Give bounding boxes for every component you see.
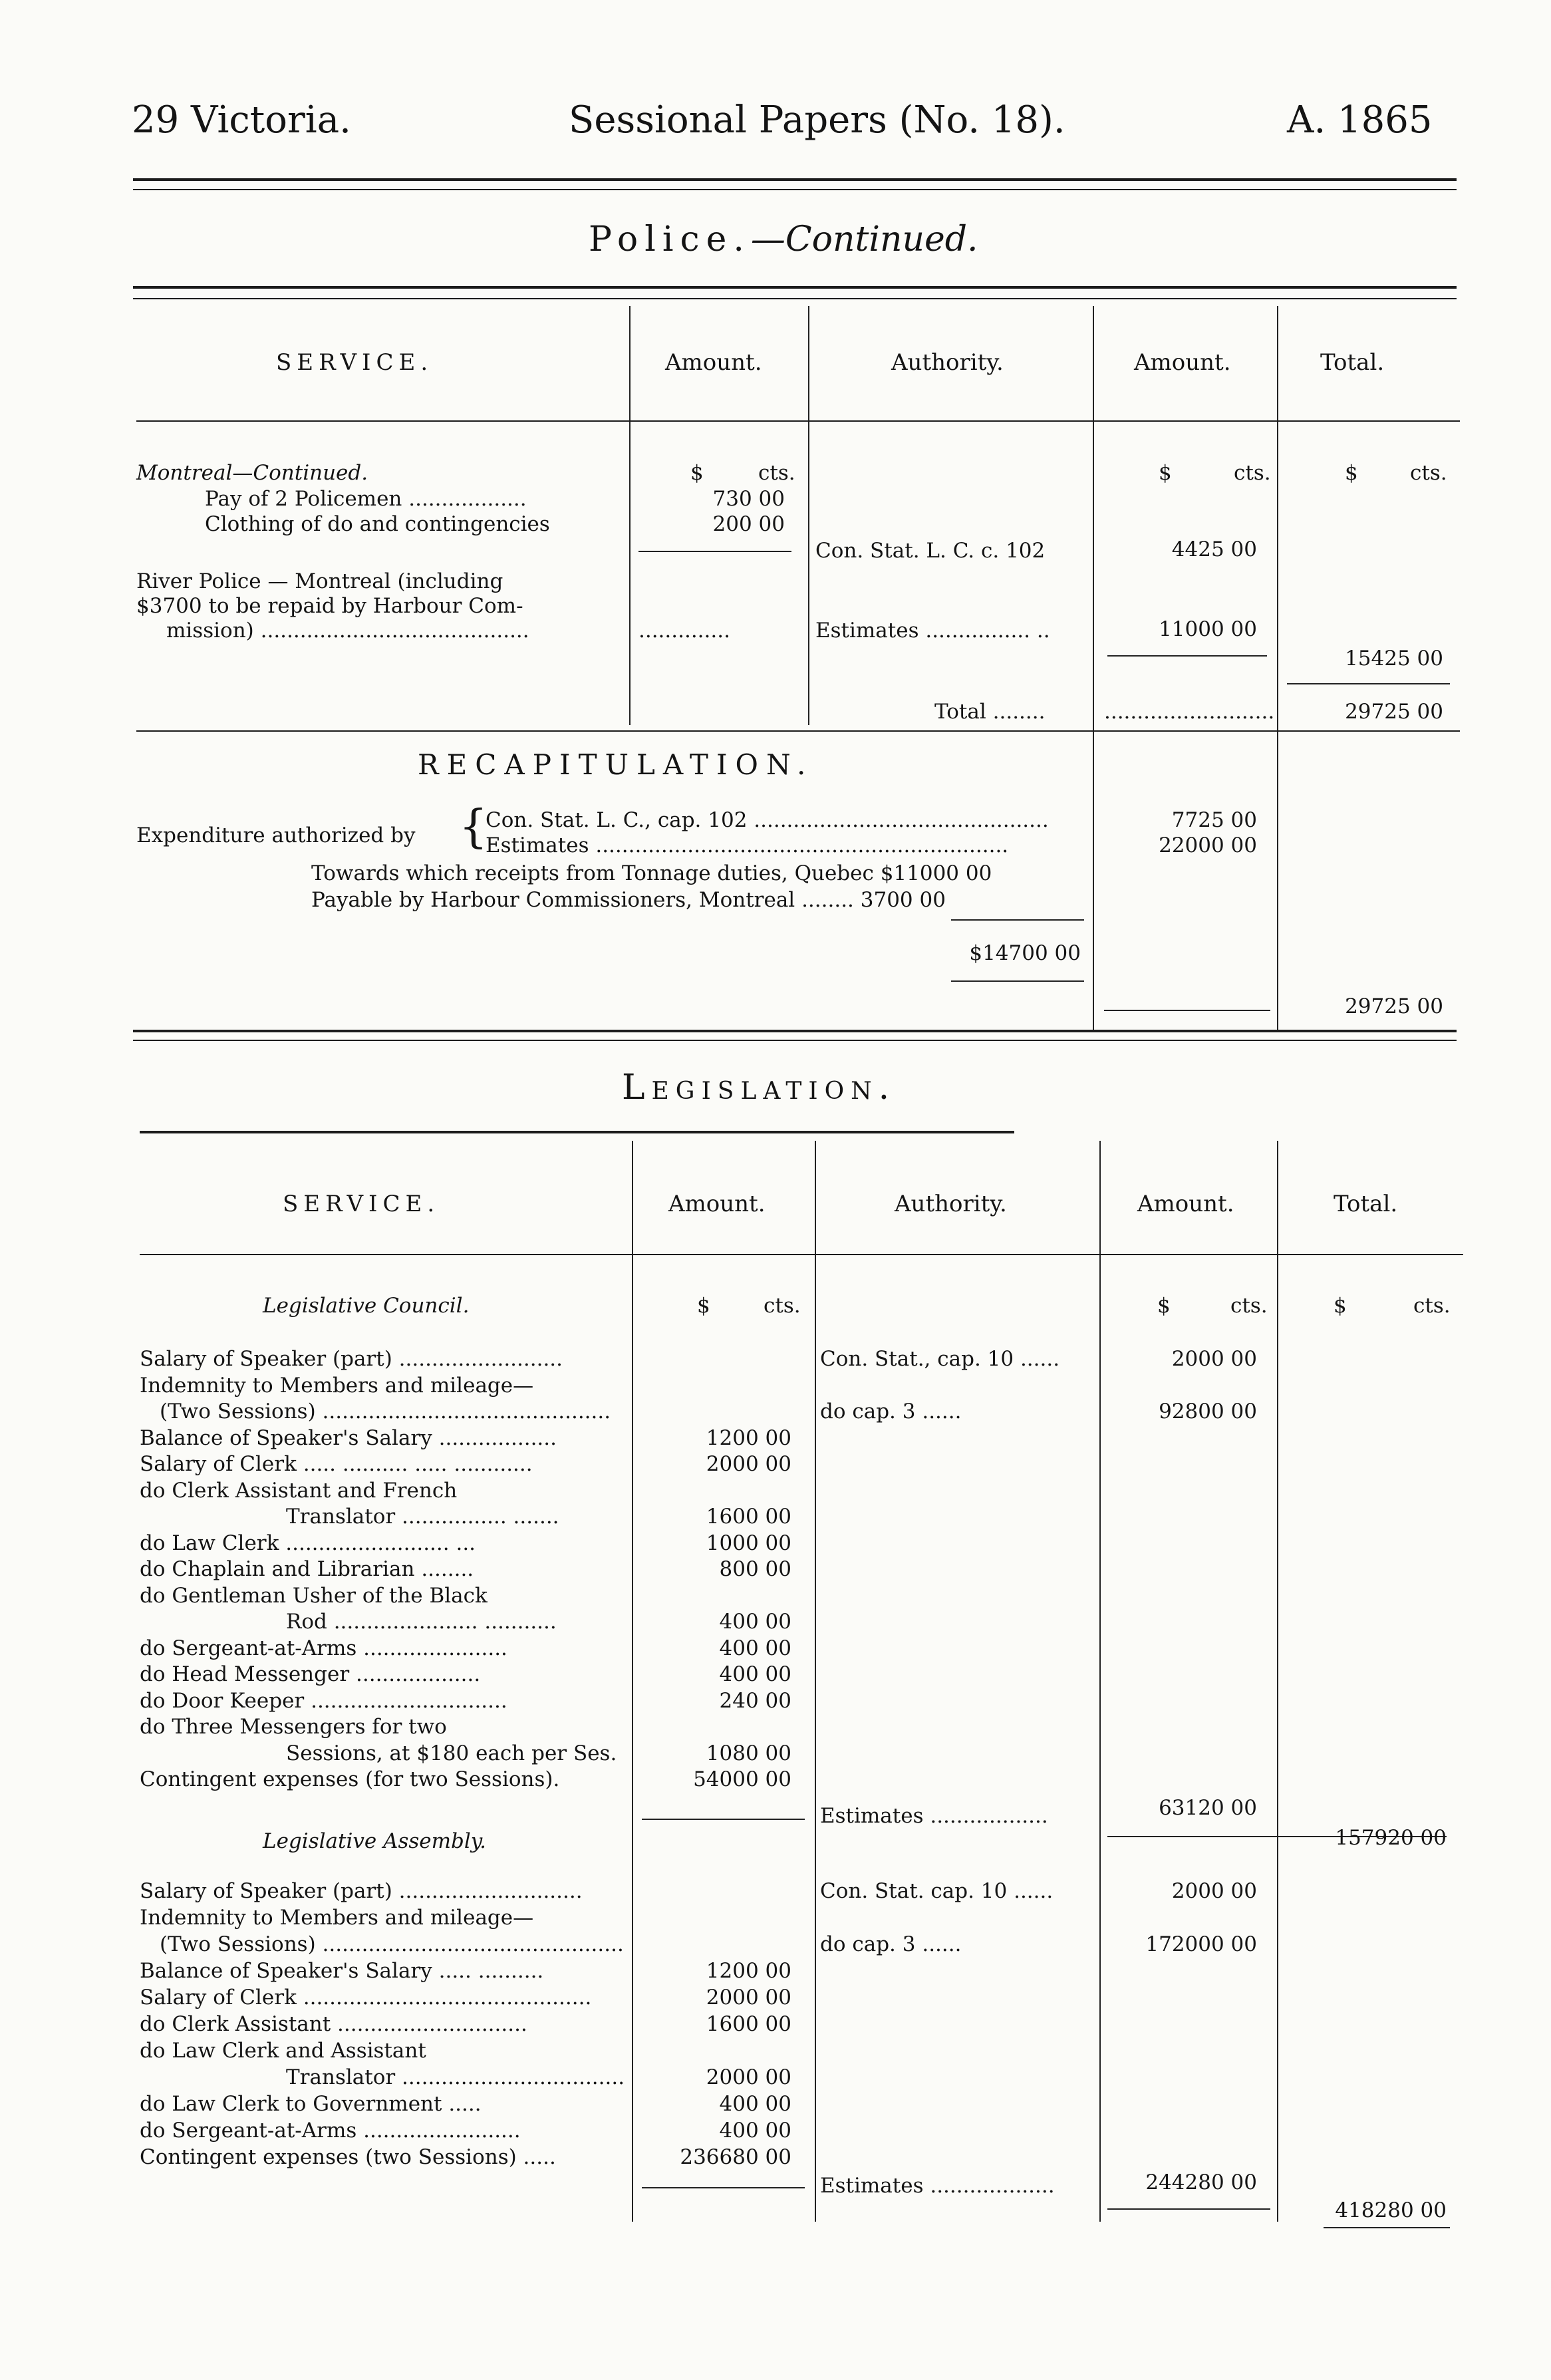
police-col-amount-2: Amount.: [1134, 349, 1231, 376]
council-row-service: do Sergeant-at-Arms ......................: [140, 1636, 507, 1660]
recap-line2-label: Estimates ...............................................................: [486, 833, 1009, 857]
council-row-service: (Two Sessions) ............................................: [160, 1400, 611, 1423]
council-row-service: do Head Messenger ...................: [140, 1662, 481, 1686]
police-clothing-amount: 200 00: [712, 512, 785, 536]
police-subtotal-rule: [1287, 683, 1450, 684]
assembly-total: 418280 00: [1335, 2198, 1447, 2222]
police-total-rule: [136, 730, 1460, 732]
assembly-row-service: Salary of Clerk ............................................: [140, 1986, 592, 2009]
assembly-row-authority: do cap. 3 ......: [820, 1932, 962, 1956]
council-row-amount: 1000 00: [706, 1531, 791, 1555]
police-top-rule-thin: [133, 298, 1457, 299]
assembly-row-service: do Sergeant-at-Arms ........................: [140, 2119, 521, 2143]
recap-bottom-rule: [133, 1030, 1457, 1032]
police-header-rule: [136, 420, 1460, 422]
recap-payable: Payable by Harbour Commissioners, Montreal ........ 3700 00: [311, 888, 946, 912]
police-top-rule: [133, 286, 1457, 289]
police-col-authority: Authority.: [891, 349, 1004, 376]
leg-header-rule: [140, 1254, 1463, 1255]
council-row-service: Indemnity to Members and mileage—: [140, 1373, 534, 1398]
council-row-amount: 400 00: [719, 1636, 791, 1660]
council-heading: Legislative Council.: [263, 1294, 470, 1318]
header-center: Sessional Papers (No. 18).: [569, 98, 1065, 142]
assembly-row-amount: 400 00: [719, 2119, 791, 2143]
council-row-amount: 1080 00: [706, 1741, 791, 1765]
assembly-row-service: do Clerk Assistant .............................: [140, 2012, 527, 2036]
council-row-service: Salary of Clerk ..... .......... ..... ............: [140, 1452, 533, 1476]
header-right: A. 1865: [1287, 98, 1433, 142]
police-river-line2: $3700 to be repaid by Harbour Com-: [136, 594, 523, 618]
council-row-service: do Gentleman Usher of the Black: [140, 1583, 488, 1608]
council-row-amount: 400 00: [719, 1662, 791, 1686]
police-col-amount: Amount.: [665, 349, 762, 376]
leg-col-line-3: [1099, 1141, 1101, 2222]
recap-amount-rule: [1104, 1010, 1270, 1011]
council-row-service: Contingent expenses (for two Sessions).: [140, 1767, 560, 1791]
leg-col-service: SERVICE.: [283, 1191, 440, 1217]
council-row-auth-amount: 2000 00: [1171, 1347, 1257, 1371]
council-row-amount: 1600 00: [706, 1505, 791, 1529]
police-total-label: Total ........: [934, 700, 1046, 724]
assembly-row-auth-amount: 172000 00: [1145, 1932, 1257, 1956]
council-row-service: do Chaplain and Librarian ........: [140, 1557, 474, 1581]
police-dollar-1: $: [690, 461, 704, 485]
police-sub-rule: [638, 551, 791, 552]
police-col-line-1: [629, 306, 631, 725]
council-row-service: do Clerk Assistant and French: [140, 1478, 458, 1503]
legislation-top-rule: [140, 1131, 1014, 1133]
police-pay-label: Pay of 2 Policemen ..................: [205, 487, 527, 511]
police-total-dots: ..........................: [1104, 700, 1275, 724]
police-dollar-2: $: [1159, 461, 1172, 485]
recap-brace: {: [459, 801, 488, 853]
header-left: 29 Victoria.: [132, 98, 351, 142]
assembly-row-service: (Two Sessions) ..............................................: [160, 1932, 624, 1956]
police-subtotal: 15425 00: [1345, 647, 1443, 670]
leg-col-total: Total.: [1334, 1191, 1398, 1217]
council-row-service: Balance of Speaker's Salary ..................: [140, 1425, 557, 1450]
police-cts-2: cts.: [1234, 461, 1271, 485]
leg-col-line-1: [632, 1141, 633, 2222]
police-dollar-3: $: [1345, 461, 1358, 485]
council-total: 157920 00: [1335, 1826, 1447, 1850]
legislation-title: Legislation.: [622, 1068, 897, 1108]
police-constat-label: Con. Stat. L. C. c. 102: [815, 539, 1046, 563]
leg-cts-3: cts.: [1413, 1294, 1451, 1318]
leg-col-line-4: [1277, 1141, 1278, 2222]
leg-dollar-2: $: [1157, 1294, 1171, 1318]
recap-bottom-rule-thin: [133, 1040, 1457, 1041]
leg-dollar-1: $: [697, 1294, 710, 1318]
police-title-main: Police.: [589, 220, 751, 259]
council-row-service: do Door Keeper ..............................: [140, 1688, 507, 1713]
council-row-service: Rod ...................... ...........: [286, 1610, 557, 1634]
police-river-line3: mission) .........................................: [166, 619, 529, 643]
recap-sum-rule: [951, 919, 1084, 921]
police-col-line-3: [1093, 306, 1094, 1031]
recap-line2-amount: 22000 00: [1159, 833, 1257, 857]
council-row-service: do Three Messengers for two: [140, 1715, 447, 1739]
council-row-authority: do cap. 3 ......: [820, 1400, 962, 1423]
council-row-service: do Law Clerk ......................... ...: [140, 1531, 476, 1555]
police-col-service: SERVICE.: [276, 349, 434, 376]
recap-line1-label: Con. Stat. L. C., cap. 102 .............................................: [486, 808, 1049, 832]
assembly-row-service: do Law Clerk to Government .....: [140, 2092, 482, 2116]
recap-towards: Towards which receipts from Tonnage duties, Quebec $11000 00: [311, 861, 992, 885]
header-rule: [133, 178, 1457, 181]
assembly-total-rule: [1324, 2227, 1450, 2228]
leg-dollar-3: $: [1334, 1294, 1347, 1318]
police-cts-1: cts.: [758, 461, 795, 485]
police-montreal-heading: Montreal—Continued.: [136, 461, 368, 485]
council-row-amount: 54000 00: [693, 1767, 791, 1791]
header-rule-thin: [133, 189, 1457, 190]
council-row-amount: 1200 00: [706, 1425, 791, 1450]
assembly-estimates-amount: 244280 00: [1145, 2170, 1257, 2194]
leg-cts-1: cts.: [764, 1294, 801, 1318]
assembly-amount-rule: [642, 2187, 805, 2188]
assembly-row-service: Balance of Speaker's Salary ..... ..........: [140, 1959, 544, 1983]
council-row-service: Translator ................ .......: [286, 1505, 559, 1529]
council-row-service: Salary of Speaker (part) .........................: [140, 1347, 563, 1371]
council-row-service: Sessions, at $180 each per Ses.: [286, 1741, 617, 1765]
police-total: 29725 00: [1345, 700, 1443, 724]
council-estimates-amount: 63120 00: [1159, 1796, 1257, 1820]
assembly-row-amount: 236680 00: [680, 2145, 791, 2169]
assembly-row-amount: 400 00: [719, 2092, 791, 2116]
police-estimates-amount: 11000 00: [1159, 617, 1257, 641]
police-river-line1: River Police — Montreal (including: [136, 569, 503, 593]
council-row-amount: 2000 00: [706, 1452, 791, 1476]
assembly-heading: Legislative Assembly.: [263, 1829, 487, 1853]
leg-cts-2: cts.: [1230, 1294, 1268, 1318]
assembly-row-amount: 1600 00: [706, 2012, 791, 2036]
police-constat-amount: 4425 00: [1171, 537, 1257, 561]
police-clothing-label: Clothing of do and contingencies: [205, 512, 550, 536]
assembly-row-amount: 2000 00: [706, 2065, 791, 2089]
recap-total: 29725 00: [1345, 994, 1443, 1018]
assembly-row-auth-amount: 2000 00: [1171, 1879, 1257, 1903]
police-cts-3: cts.: [1410, 461, 1447, 485]
council-row-authority: Con. Stat., cap. 10 ......: [820, 1347, 1060, 1371]
police-river-dots: ..............: [638, 619, 730, 643]
assembly-row-service: Indemnity to Members and mileage—: [140, 1906, 534, 1930]
assembly-estimates-rule: [1107, 2208, 1270, 2210]
police-pay-amount: 730 00: [712, 487, 785, 511]
police-estimates-rule: [1107, 655, 1267, 657]
recap-expenditure-label: Expenditure authorized by: [136, 823, 416, 847]
council-row-amount: 800 00: [719, 1557, 791, 1581]
assembly-row-service: do Law Clerk and Assistant: [140, 2039, 426, 2063]
police-title: [589, 220, 978, 259]
council-amount-rule: [642, 1819, 805, 1820]
council-row-auth-amount: 92800 00: [1159, 1400, 1257, 1423]
police-col-line-4: [1277, 306, 1278, 1031]
leg-col-amount-2: Amount.: [1137, 1191, 1234, 1217]
assembly-row-service: Contingent expenses (two Sessions) .....: [140, 2145, 556, 2169]
police-col-line-2: [808, 306, 809, 725]
council-row-amount: 240 00: [719, 1688, 791, 1713]
assembly-row-service: Salary of Speaker (part) ............................: [140, 1879, 583, 1903]
police-title-suffix: —Continued.: [750, 220, 978, 259]
recap-title: RECAPITULATION.: [418, 748, 814, 781]
recap-sum-rule-2: [951, 980, 1084, 982]
police-estimates-label: Estimates ................ ..: [815, 619, 1050, 643]
leg-col-amount: Amount.: [668, 1191, 766, 1217]
recap-line1-amount: 7725 00: [1171, 808, 1257, 832]
recap-sum: $14700 00: [969, 941, 1081, 965]
assembly-row-amount: 2000 00: [706, 1986, 791, 2009]
assembly-estimates-label: Estimates ...................: [820, 2174, 1055, 2198]
leg-col-line-2: [815, 1141, 816, 2222]
council-estimates-label: Estimates ..................: [820, 1804, 1048, 1828]
assembly-row-service: Translator ..................................: [286, 2065, 625, 2089]
police-col-total: Total.: [1320, 349, 1385, 376]
assembly-row-authority: Con. Stat. cap. 10 ......: [820, 1879, 1054, 1903]
council-row-amount: 400 00: [719, 1610, 791, 1634]
assembly-row-amount: 1200 00: [706, 1959, 791, 1983]
leg-col-authority: Authority.: [895, 1191, 1007, 1217]
